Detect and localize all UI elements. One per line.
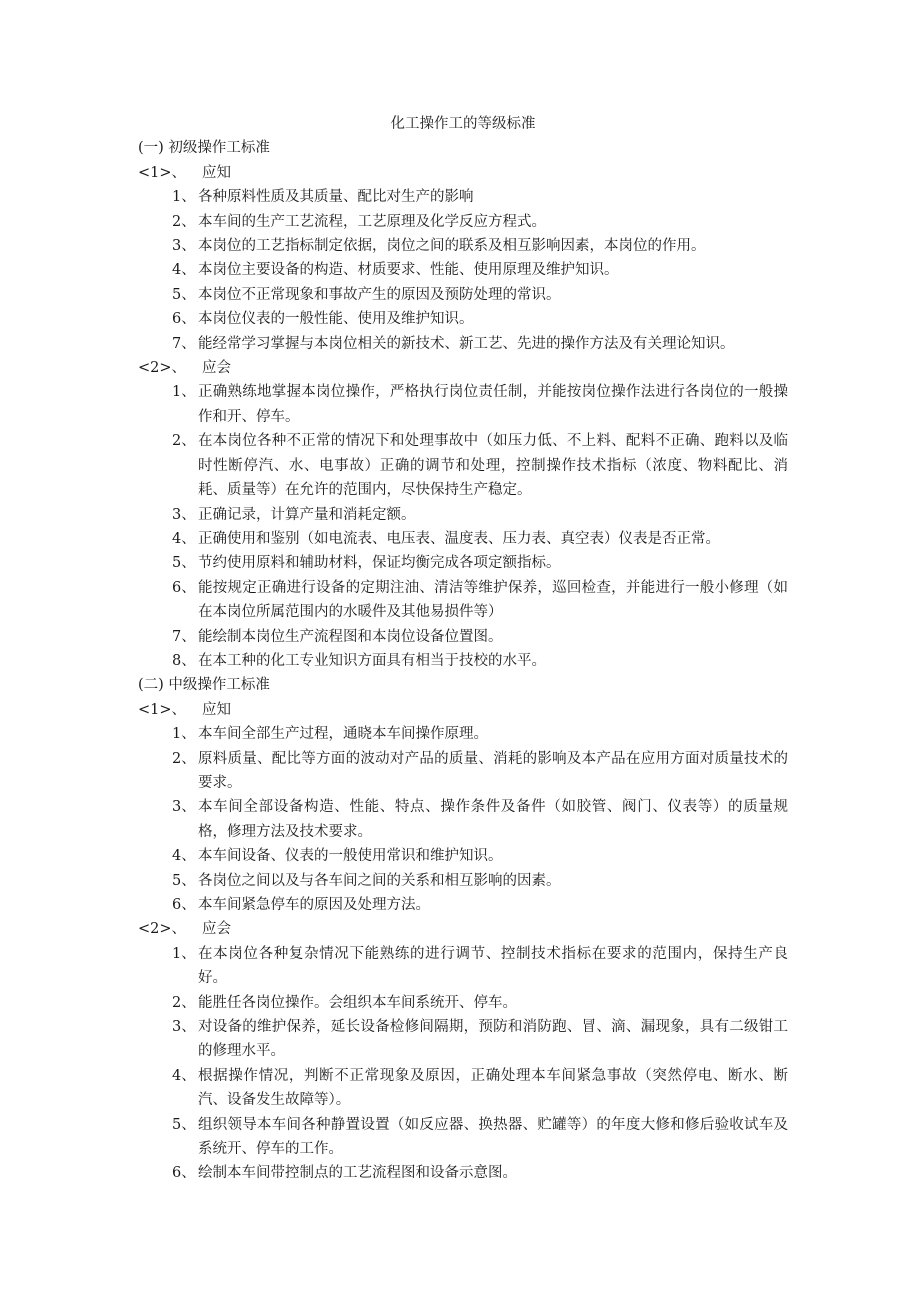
item-number: 4、 <box>172 848 196 865</box>
list-item <box>138 429 788 502</box>
list-item <box>138 747 788 796</box>
list-item <box>138 210 788 234</box>
item-text: 原料质量、配比等方面的波动对产品的质量、消耗的影响及本产品在应用方面对质量技术的要求。 <box>198 750 788 791</box>
list-item <box>138 503 788 527</box>
group-label: 应会 <box>202 360 231 377</box>
item-number: 2、 <box>172 750 196 767</box>
item-number: 3、 <box>172 799 196 816</box>
item-text: 本岗位的工艺指标制定依据，岗位之间的联系及相互影响因素，本岗位的作用。 <box>198 238 706 255</box>
item-text: 正确熟练地掌握本岗位操作，严格执行岗位责任制，并能按岗位操作法进行各岗位的一般操作和开、停车。 <box>198 384 788 425</box>
item-text: 正确使用和鉴别（如电流表、电压表、温度表、压力表、真空表）仪表是否正常。 <box>198 530 720 547</box>
item-text: 组织领导本车间各种静置设置（如反应器、换热器、贮罐等）的年度大修和修后验收试车及系统开、停车的工作。 <box>198 1116 788 1158</box>
list-item <box>138 1015 788 1064</box>
list-item <box>138 991 788 1015</box>
group-label: 应会 <box>202 921 231 938</box>
item-text: 绘制本车间带控制点的工艺流程图和设备示意图。 <box>198 1165 517 1182</box>
list-item <box>138 380 788 429</box>
group-heading <box>138 698 788 722</box>
item-number: 6、 <box>172 311 196 328</box>
group-heading <box>138 917 788 941</box>
item-number: 6、 <box>172 579 196 596</box>
list-item <box>138 551 788 575</box>
item-number: 6、 <box>172 1165 196 1182</box>
item-text: 各岗位之间以及与各车间之间的关系和相互影响的因素。 <box>198 872 561 889</box>
item-number: 5、 <box>172 1116 196 1133</box>
section-heading: (一) 初级操作工标准 <box>138 140 270 157</box>
item-number: 7、 <box>172 628 196 645</box>
list-item <box>138 795 788 844</box>
item-number: 4、 <box>172 1067 196 1084</box>
list-item <box>138 869 788 893</box>
group-tag: <1>、 <box>138 164 187 181</box>
item-number: 5、 <box>172 872 196 889</box>
item-number: 8、 <box>172 652 196 669</box>
list-item <box>138 649 788 673</box>
group-tag: <2>、 <box>138 360 187 377</box>
item-text: 能按规定正确进行设备的定期注油、清洁等维护保养，巡回检查，并能进行一般小修理（如在本岗位所属范围内的水暖件及其他易损件等） <box>198 579 788 621</box>
item-text: 在本岗位各种不正常的情况下和处理事故中（如压力低、不上料、配料不正确、跑料以及临时性断停汽、水、电事故）正确的调节和处理，控制操作技术指标（浓度、物料配比、消耗、质量等）在允许的范围内，尽快保持生产稳定。 <box>198 433 788 499</box>
list-item <box>138 234 788 258</box>
list-item <box>138 258 788 282</box>
item-number: 3、 <box>172 506 196 523</box>
item-number: 2、 <box>172 994 196 1011</box>
item-text: 对设备的维护保养，延长设备检修间隔期，预防和消防跑、冒、滴、漏现象，具有二级钳工的修理水平。 <box>198 1019 788 1060</box>
item-number: 1、 <box>172 945 196 962</box>
list-item <box>138 185 788 209</box>
group-tag: <1>、 <box>138 701 187 718</box>
item-number: 1、 <box>172 189 196 206</box>
list-item <box>138 1113 788 1162</box>
list-item <box>138 307 788 331</box>
item-text: 本车间全部生产过程，通晓本车间操作原理。 <box>198 726 488 743</box>
item-text: 节约使用原料和辅助材料，保证均衡完成各项定额指标。 <box>198 555 561 572</box>
item-text: 在本工种的化工专业知识方面具有相当于技校的水平。 <box>198 652 546 669</box>
list-item <box>138 625 788 649</box>
section-heading: (二) 中级操作工标准 <box>138 677 270 694</box>
item-text: 能胜任各岗位操作。会组织本车间系统开、停车。 <box>198 994 517 1011</box>
item-number: 2、 <box>172 433 196 450</box>
item-text: 在本岗位各种复杂情况下能熟练的进行调节、控制技术指标在要求的范围内，保持生产良好。 <box>198 945 788 987</box>
list-item <box>138 942 788 991</box>
group-heading <box>138 356 788 380</box>
item-text: 根据操作情况，判断不正常现象及原因，正确处理本车间紧急事故（突然停电、断水、断汽、设备发生故障等）。 <box>198 1067 788 1109</box>
group-tag: <2>、 <box>138 921 187 938</box>
page-title: 化工操作工的等级标准 <box>390 116 536 132</box>
item-text: 本车间的生产工艺流程，工艺原理及化学反应方程式。 <box>198 213 546 230</box>
group-label: 应知 <box>202 164 231 181</box>
item-number: 1、 <box>172 726 196 743</box>
group-heading <box>138 161 788 185</box>
item-text: 本岗位不正常现象和事故产生的原因及预防处理的常识。 <box>198 286 561 303</box>
item-number: 6、 <box>172 897 196 913</box>
item-number: 5、 <box>172 555 196 572</box>
list-item <box>138 332 788 356</box>
item-number: 2、 <box>172 213 196 230</box>
list-item <box>138 722 788 746</box>
item-text: 本车间设备、仪表的一般使用常识和维护知识。 <box>198 848 503 865</box>
list-item <box>138 576 788 625</box>
item-text: 能绘制本岗位生产流程图和本岗位设备位置图。 <box>198 628 503 645</box>
item-text: 本岗位主要设备的构造、材质要求、性能、使用原理及维护知识。 <box>198 262 619 279</box>
item-text: 本岗位仪表的一般性能、使用及维护知识。 <box>198 311 474 328</box>
list-item <box>138 844 788 868</box>
list-item <box>138 1161 788 1185</box>
item-number: 4、 <box>172 262 196 279</box>
item-number: 4、 <box>172 530 196 547</box>
document-body <box>138 112 788 1186</box>
item-text: 各种原料性质及其质量、配比对生产的影响 <box>198 189 474 206</box>
item-text: 本车间紧急停车的原因及处理方法。 <box>198 897 430 913</box>
item-number: 3、 <box>172 1019 196 1036</box>
item-text: 本车间全部设备构造、性能、特点、操作条件及备件（如胶管、阀门、仪表等）的质量规格，修理方法及技术要求。 <box>198 799 788 840</box>
item-number: 3、 <box>172 238 196 255</box>
item-text: 正确记录，计算产量和消耗定额。 <box>198 506 416 523</box>
list-item <box>138 893 788 917</box>
list-item <box>138 283 788 307</box>
list-item <box>138 1064 788 1113</box>
list-item <box>138 527 788 551</box>
group-label: 应知 <box>202 701 231 718</box>
item-number: 7、 <box>172 335 196 352</box>
item-number: 5、 <box>172 286 196 303</box>
item-text: 能经常学习掌握与本岗位相关的新技术、新工艺、先进的操作方法及有关理论知识。 <box>198 335 735 352</box>
item-number: 1、 <box>172 384 196 401</box>
